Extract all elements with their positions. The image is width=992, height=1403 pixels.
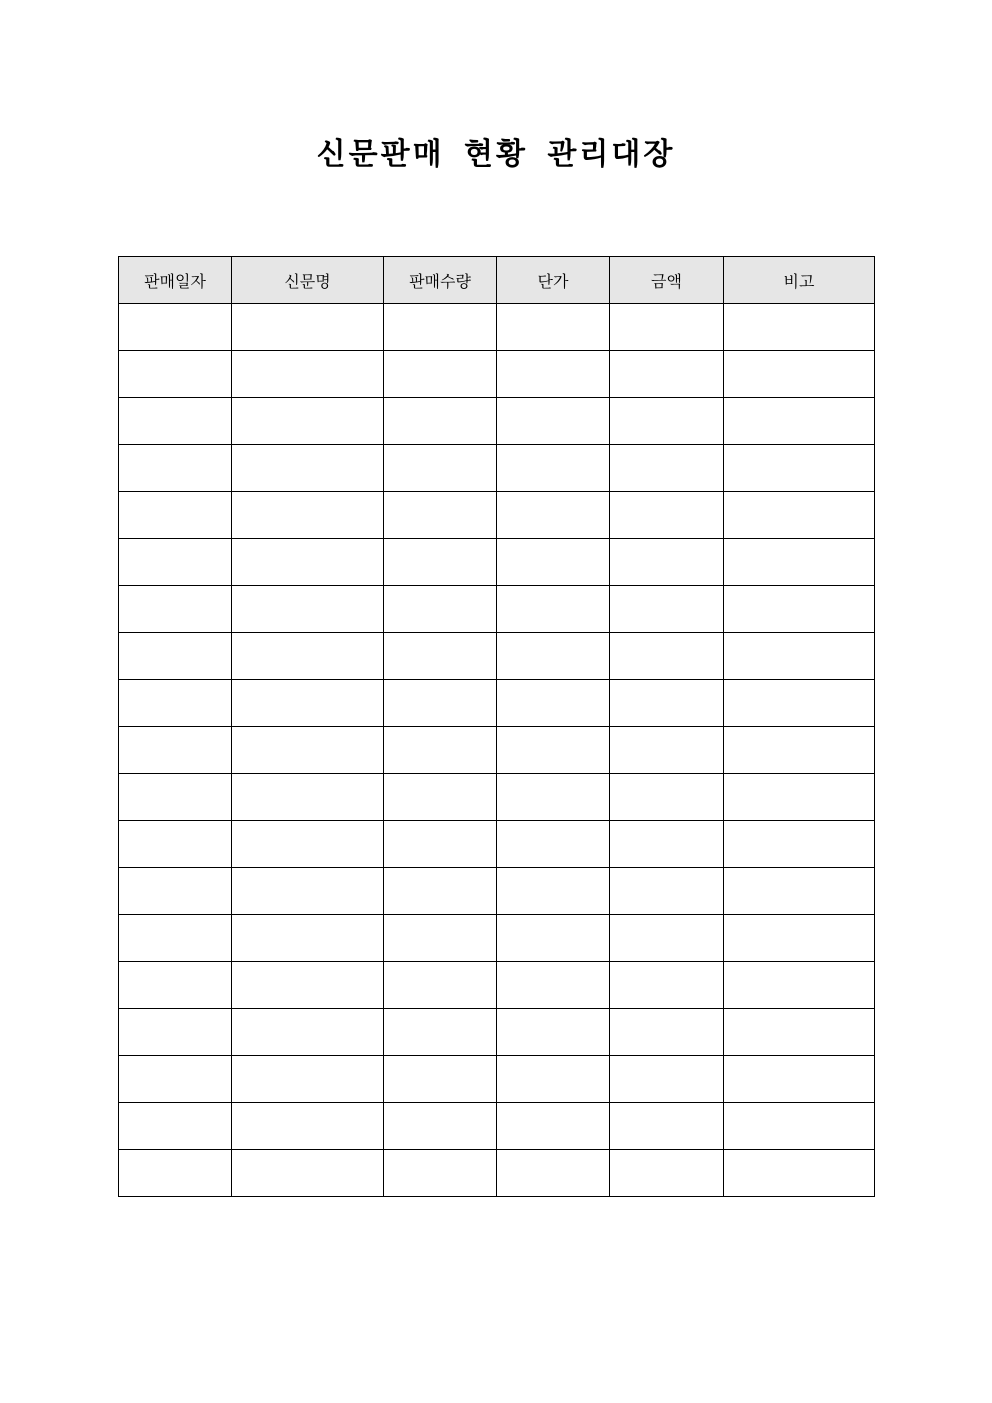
unit-price-cell[interactable]	[497, 492, 610, 539]
amount-cell[interactable]	[610, 774, 724, 821]
sale-date-cell[interactable]	[119, 304, 232, 351]
quantity-cell[interactable]	[384, 1150, 497, 1197]
unit-price-cell[interactable]	[497, 445, 610, 492]
newspaper-name-cell[interactable]	[232, 962, 384, 1009]
remarks-cell[interactable]	[724, 1103, 875, 1150]
amount-cell[interactable]	[610, 351, 724, 398]
column-header-amount: 금액	[610, 257, 724, 304]
quantity-cell[interactable]	[384, 539, 497, 586]
newspaper-name-cell[interactable]	[232, 1009, 384, 1056]
sale-date-cell[interactable]	[119, 774, 232, 821]
table-row	[119, 1150, 875, 1197]
sale-date-cell[interactable]	[119, 962, 232, 1009]
unit-price-cell[interactable]	[497, 774, 610, 821]
sale-date-cell[interactable]	[119, 539, 232, 586]
unit-price-cell[interactable]	[497, 1056, 610, 1103]
amount-cell[interactable]	[610, 304, 724, 351]
quantity-cell[interactable]	[384, 868, 497, 915]
sale-date-cell[interactable]	[119, 1150, 232, 1197]
remarks-cell[interactable]	[724, 1009, 875, 1056]
unit-price-cell[interactable]	[497, 868, 610, 915]
quantity-cell[interactable]	[384, 398, 497, 445]
unit-price-cell[interactable]	[497, 633, 610, 680]
unit-price-cell[interactable]	[497, 1009, 610, 1056]
sale-date-cell[interactable]	[119, 915, 232, 962]
amount-cell[interactable]	[610, 539, 724, 586]
table-row	[119, 1009, 875, 1056]
table-row	[119, 915, 875, 962]
amount-cell[interactable]	[610, 633, 724, 680]
newspaper-name-cell[interactable]	[232, 868, 384, 915]
amount-cell[interactable]	[610, 1103, 724, 1150]
newspaper-name-cell[interactable]	[232, 351, 384, 398]
unit-price-cell[interactable]	[497, 586, 610, 633]
sale-date-cell[interactable]	[119, 586, 232, 633]
unit-price-cell[interactable]	[497, 1150, 610, 1197]
table-header-row	[119, 257, 875, 304]
unit-price-cell[interactable]	[497, 1103, 610, 1150]
sale-date-cell[interactable]	[119, 821, 232, 868]
table-row	[119, 868, 875, 915]
table-row	[119, 1056, 875, 1103]
newspaper-name-cell[interactable]	[232, 398, 384, 445]
remarks-cell[interactable]	[724, 821, 875, 868]
amount-cell[interactable]	[610, 1056, 724, 1103]
column-header-sale-date: 판매일자	[119, 257, 232, 304]
quantity-cell[interactable]	[384, 492, 497, 539]
newspaper-name-cell[interactable]	[232, 915, 384, 962]
quantity-cell[interactable]	[384, 774, 497, 821]
newspaper-name-cell[interactable]	[232, 445, 384, 492]
amount-cell[interactable]	[610, 1150, 724, 1197]
table-row	[119, 633, 875, 680]
column-header-newspaper-name: 신문명	[232, 257, 384, 304]
table-row	[119, 821, 875, 868]
remarks-cell[interactable]	[724, 1150, 875, 1197]
remarks-cell[interactable]	[724, 351, 875, 398]
unit-price-cell[interactable]	[497, 304, 610, 351]
quantity-cell[interactable]	[384, 962, 497, 1009]
sale-date-cell[interactable]	[119, 680, 232, 727]
table-row	[119, 727, 875, 774]
quantity-cell[interactable]	[384, 1103, 497, 1150]
table-row	[119, 351, 875, 398]
document-title: 신문판매 현황 관리대장	[316, 137, 676, 172]
quantity-cell[interactable]	[384, 351, 497, 398]
unit-price-cell[interactable]	[497, 727, 610, 774]
amount-cell[interactable]	[610, 868, 724, 915]
column-header-quantity: 판매수량	[384, 257, 497, 304]
newspaper-name-cell[interactable]	[232, 1103, 384, 1150]
quantity-cell[interactable]	[384, 633, 497, 680]
table-row	[119, 962, 875, 1009]
amount-cell[interactable]	[610, 1009, 724, 1056]
table-body	[119, 304, 875, 1197]
quantity-cell[interactable]	[384, 1056, 497, 1103]
table-row	[119, 774, 875, 821]
unit-price-cell[interactable]	[497, 398, 610, 445]
remarks-cell[interactable]	[724, 680, 875, 727]
table-row	[119, 586, 875, 633]
quantity-cell[interactable]	[384, 304, 497, 351]
newspaper-name-cell[interactable]	[232, 539, 384, 586]
newspaper-name-cell[interactable]	[232, 774, 384, 821]
amount-cell[interactable]	[610, 492, 724, 539]
amount-cell[interactable]	[610, 727, 724, 774]
table-row	[119, 445, 875, 492]
unit-price-cell[interactable]	[497, 680, 610, 727]
table-row	[119, 304, 875, 351]
amount-cell[interactable]	[610, 821, 724, 868]
remarks-cell[interactable]	[724, 727, 875, 774]
amount-cell[interactable]	[610, 445, 724, 492]
amount-cell[interactable]	[610, 398, 724, 445]
sale-date-cell[interactable]	[119, 1056, 232, 1103]
unit-price-cell[interactable]	[497, 539, 610, 586]
unit-price-cell[interactable]	[497, 821, 610, 868]
column-header-unit-price: 단가	[497, 257, 610, 304]
newspaper-name-cell[interactable]	[232, 821, 384, 868]
unit-price-cell[interactable]	[497, 351, 610, 398]
table-row	[119, 539, 875, 586]
amount-cell[interactable]	[610, 680, 724, 727]
newspaper-name-cell[interactable]	[232, 633, 384, 680]
newspaper-name-cell[interactable]	[232, 680, 384, 727]
newspaper-name-cell[interactable]	[232, 492, 384, 539]
remarks-cell[interactable]	[724, 586, 875, 633]
remarks-cell[interactable]	[724, 398, 875, 445]
newspaper-name-cell[interactable]	[232, 1056, 384, 1103]
table-row	[119, 492, 875, 539]
remarks-cell[interactable]	[724, 492, 875, 539]
newspaper-name-cell[interactable]	[232, 304, 384, 351]
sale-date-cell[interactable]	[119, 351, 232, 398]
sale-date-cell[interactable]	[119, 1009, 232, 1056]
quantity-cell[interactable]	[384, 821, 497, 868]
remarks-cell[interactable]	[724, 304, 875, 351]
sales-ledger-table	[118, 256, 875, 1197]
table-row	[119, 680, 875, 727]
sale-date-cell[interactable]	[119, 633, 232, 680]
sale-date-cell[interactable]	[119, 868, 232, 915]
table-row	[119, 398, 875, 445]
remarks-cell[interactable]	[724, 962, 875, 1009]
quantity-cell[interactable]	[384, 915, 497, 962]
sale-date-cell[interactable]	[119, 492, 232, 539]
remarks-cell[interactable]	[724, 868, 875, 915]
amount-cell[interactable]	[610, 962, 724, 1009]
amount-cell[interactable]	[610, 915, 724, 962]
column-header-remarks: 비고	[724, 257, 875, 304]
newspaper-name-cell[interactable]	[232, 727, 384, 774]
remarks-cell[interactable]	[724, 445, 875, 492]
newspaper-name-cell[interactable]	[232, 1150, 384, 1197]
quantity-cell[interactable]	[384, 680, 497, 727]
remarks-cell[interactable]	[724, 633, 875, 680]
newspaper-name-cell[interactable]	[232, 586, 384, 633]
sale-date-cell[interactable]	[119, 727, 232, 774]
quantity-cell[interactable]	[384, 727, 497, 774]
amount-cell[interactable]	[610, 586, 724, 633]
sale-date-cell[interactable]	[119, 398, 232, 445]
remarks-cell[interactable]	[724, 915, 875, 962]
remarks-cell[interactable]	[724, 1056, 875, 1103]
remarks-cell[interactable]	[724, 539, 875, 586]
table-row	[119, 1103, 875, 1150]
unit-price-cell[interactable]	[497, 915, 610, 962]
quantity-cell[interactable]	[384, 445, 497, 492]
quantity-cell[interactable]	[384, 1009, 497, 1056]
remarks-cell[interactable]	[724, 774, 875, 821]
sale-date-cell[interactable]	[119, 445, 232, 492]
sale-date-cell[interactable]	[119, 1103, 232, 1150]
quantity-cell[interactable]	[384, 586, 497, 633]
unit-price-cell[interactable]	[497, 962, 610, 1009]
